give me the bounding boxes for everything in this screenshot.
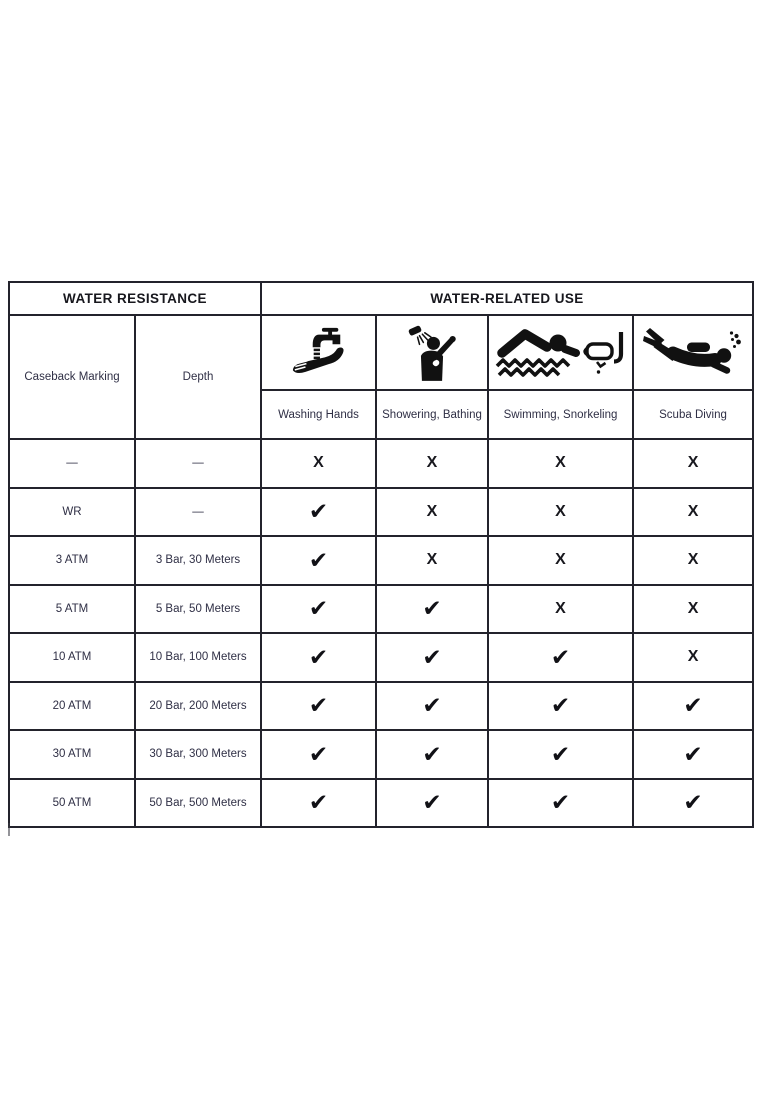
depth-column-header: Depth <box>135 315 261 439</box>
mark-cell-showering: ✔ <box>376 682 488 731</box>
mark-cell-scuba: ✔ <box>633 682 753 731</box>
water-resistance-header: WATER RESISTANCE <box>9 282 261 315</box>
washing-hands-icon <box>290 326 348 380</box>
caseback-marking-value: 50 ATM <box>9 779 135 828</box>
table-row <box>9 536 753 585</box>
mark-cell-swimming: ✔ <box>488 633 633 682</box>
mark-cell-washing-hands: ✔ <box>261 536 376 585</box>
mark-cell-swimming: ✔ <box>488 779 633 828</box>
use-column-label-scuba: Scuba Diving <box>633 390 753 439</box>
mark-cell-washing-hands: ✔ <box>261 779 376 828</box>
swimmer-snorkel-icon <box>495 326 627 380</box>
mark-cell-showering: X <box>376 488 488 537</box>
depth-value: — <box>135 439 261 488</box>
caseback-marking-value: WR <box>9 488 135 537</box>
washing-hands-cell <box>261 315 376 390</box>
mark-cell-showering: ✔ <box>376 730 488 779</box>
scuba-diving-cell <box>633 315 753 390</box>
caseback-marking-value: 5 ATM <box>9 585 135 634</box>
caseback-marking-value: 30 ATM <box>9 730 135 779</box>
depth-value: 5 Bar, 50 Meters <box>135 585 261 634</box>
table-row <box>9 488 753 537</box>
mark-cell-showering: ✔ <box>376 585 488 634</box>
water-resistance-table <box>8 281 754 828</box>
mark-cell-washing-hands: ✔ <box>261 633 376 682</box>
mark-cell-washing-hands: ✔ <box>261 488 376 537</box>
mark-cell-washing-hands: ✔ <box>261 730 376 779</box>
mark-cell-washing-hands: ✔ <box>261 682 376 731</box>
caseback-marking-value: 20 ATM <box>9 682 135 731</box>
mark-cell-scuba: X <box>633 536 753 585</box>
depth-value: 10 Bar, 100 Meters <box>135 633 261 682</box>
mark-cell-scuba: X <box>633 488 753 537</box>
mark-cell-showering: X <box>376 439 488 488</box>
caseback-marking-value: 3 ATM <box>9 536 135 585</box>
use-column-label-swimming: Swimming, Snorkeling <box>488 390 633 439</box>
depth-value: 30 Bar, 300 Meters <box>135 730 261 779</box>
mark-cell-swimming: ✔ <box>488 682 633 731</box>
mark-cell-washing-hands: ✔ <box>261 585 376 634</box>
mark-cell-swimming: X <box>488 439 633 488</box>
mark-cell-swimming: X <box>488 488 633 537</box>
scuba-diver-icon <box>643 326 743 380</box>
depth-value: 50 Bar, 500 Meters <box>135 779 261 828</box>
caseback-marking-value: — <box>9 439 135 488</box>
mark-cell-scuba: X <box>633 633 753 682</box>
mark-cell-swimming: ✔ <box>488 730 633 779</box>
mark-cell-scuba: ✔ <box>633 730 753 779</box>
water-related-use-header: WATER-RELATED USE <box>261 282 753 315</box>
table-row <box>9 585 753 634</box>
caseback-marking-column-header: Caseback Marking <box>9 315 135 439</box>
mark-cell-swimming: X <box>488 536 633 585</box>
mark-cell-washing-hands: X <box>261 439 376 488</box>
mark-cell-swimming: X <box>488 585 633 634</box>
use-column-label-washing-hands: Washing Hands <box>261 390 376 439</box>
depth-value: 20 Bar, 200 Meters <box>135 682 261 731</box>
table-row <box>9 439 753 488</box>
table-row <box>9 633 753 682</box>
depth-value: 3 Bar, 30 Meters <box>135 536 261 585</box>
mark-cell-scuba: X <box>633 439 753 488</box>
use-icon-row <box>9 315 753 390</box>
mark-cell-showering: X <box>376 536 488 585</box>
table-row <box>9 779 753 828</box>
mark-cell-showering: ✔ <box>376 779 488 828</box>
table-corner-tick <box>8 823 10 836</box>
table-row <box>9 682 753 731</box>
use-column-label-showering: Showering, Bathing <box>376 390 488 439</box>
swimming-snorkeling-cell <box>488 315 633 390</box>
table-header-row <box>9 282 753 315</box>
shower-icon <box>407 324 457 382</box>
caseback-marking-value: 10 ATM <box>9 633 135 682</box>
depth-value: — <box>135 488 261 537</box>
mark-cell-showering: ✔ <box>376 633 488 682</box>
table-row <box>9 730 753 779</box>
mark-cell-scuba: X <box>633 585 753 634</box>
showering-cell <box>376 315 488 390</box>
mark-cell-scuba: ✔ <box>633 779 753 828</box>
